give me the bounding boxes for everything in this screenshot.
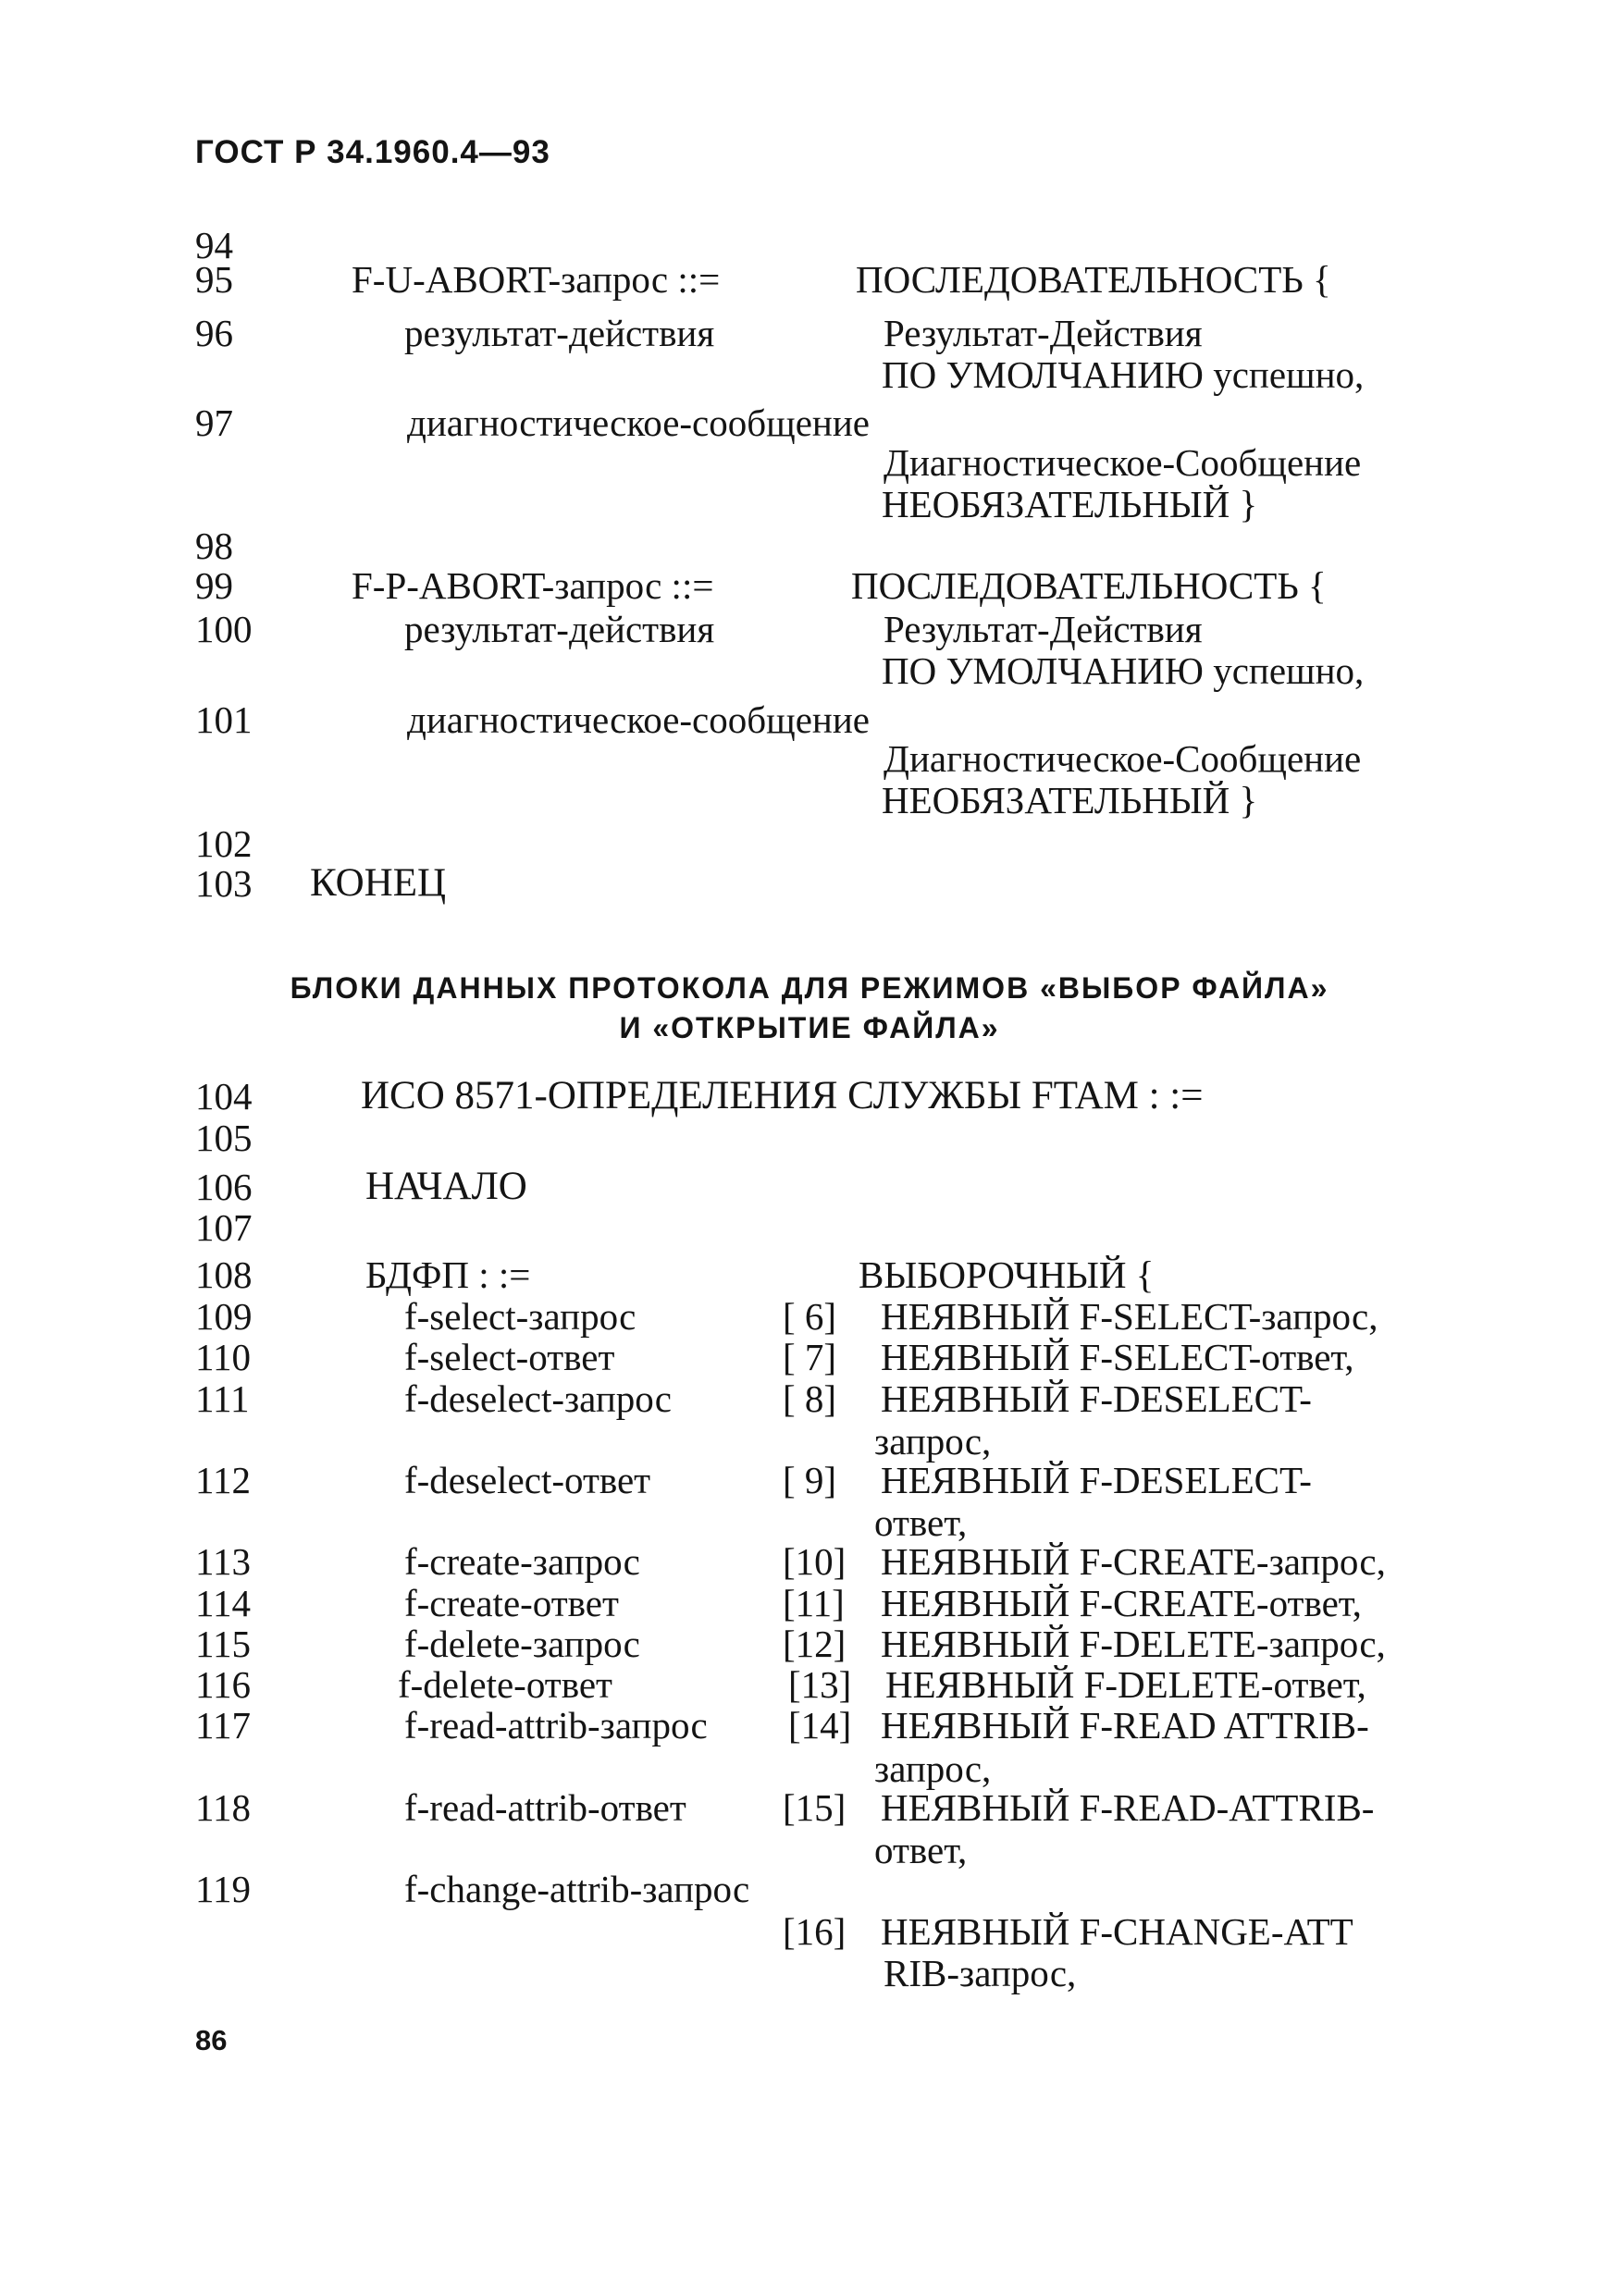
code-text: Диагностическое-Сообщение	[884, 737, 1362, 780]
code-text: НЕОБЯЗАТЕЛЬНЫЙ }	[882, 779, 1258, 821]
section-title: И «ОТКРЫТИЕ ФАЙЛА»	[619, 1011, 1000, 1044]
line-number: 108	[195, 1253, 253, 1296]
code-text: f-delete-запрос	[404, 1623, 640, 1665]
code-text: ИСО 8571-ОПРЕДЕЛЕНИЯ СЛУЖБЫ FTAM : :=	[361, 1074, 1204, 1117]
code-text: результат-действия	[404, 312, 715, 354]
line-number: 95	[195, 258, 233, 301]
code-text: НЕЯВНЫЙ F-READ ATTRIB-	[881, 1704, 1369, 1747]
code-text: ПОСЛЕДОВАТЕЛЬНОСТЬ {	[856, 258, 1331, 301]
line-number: 97	[195, 401, 233, 444]
tag: [13]	[788, 1663, 852, 1706]
code-text: БДФП : :=	[365, 1253, 531, 1296]
code-text: ВЫБОРОЧНЫЙ {	[859, 1253, 1155, 1296]
code-text: ПОСЛЕДОВАТЕЛЬНОСТЬ {	[851, 564, 1327, 607]
code-text: результат-действия	[404, 608, 715, 650]
code-text: f-read-attrib-ответ	[404, 1786, 686, 1829]
line-number: 99	[195, 564, 233, 607]
line-number: 107	[195, 1206, 253, 1249]
page-header: ГОСТ Р 34.1960.4—93	[195, 134, 550, 170]
code-text: f-select-ответ	[404, 1336, 615, 1378]
line-number: 118	[195, 1786, 251, 1829]
code-text: f-change-attrib-запрос	[404, 1868, 750, 1910]
code-text: ПО УМОЛЧАНИЮ успешно,	[882, 353, 1365, 396]
line-number: 115	[195, 1623, 251, 1665]
line-number: 113	[195, 1540, 251, 1583]
line-number: 100	[195, 608, 253, 650]
tag: [16]	[783, 1910, 847, 1953]
code-text: НЕОБЯЗАТЕЛЬНЫЙ }	[882, 483, 1258, 525]
tag: [11]	[783, 1582, 845, 1624]
line-number: 96	[195, 312, 233, 354]
tag: [ 6]	[783, 1295, 837, 1338]
code-text: НЕЯВНЫЙ F-DELETE-запрос,	[881, 1623, 1386, 1665]
line-number: 109	[195, 1295, 253, 1338]
code-text: f-create-ответ	[404, 1582, 619, 1624]
code-text: НЕЯВНЫЙ F-DESELECT-	[881, 1377, 1312, 1420]
line-number: 103	[195, 862, 253, 905]
code-text: диагностическое-сообщение	[407, 401, 870, 444]
line-number: 112	[195, 1459, 251, 1501]
code-text: НЕЯВНЫЙ F-SELECT-запрос,	[881, 1295, 1378, 1338]
code-text: НЕЯВНЫЙ F-CREATE-запрос,	[881, 1540, 1386, 1583]
code-text: f-select-запрос	[404, 1295, 636, 1338]
line-number: 104	[195, 1075, 253, 1117]
code-text: f-delete-ответ	[398, 1663, 612, 1706]
code-text: ответ,	[874, 1829, 968, 1871]
line-number: 106	[195, 1166, 253, 1208]
code-text: запрос,	[874, 1747, 992, 1790]
section-title: БЛОКИ ДАННЫХ ПРОТОКОЛА ДЛЯ РЕЖИМОВ «ВЫБОР ФАЙЛА»	[290, 971, 1329, 1005]
code-text: НЕЯВНЫЙ F-SELECT-ответ,	[881, 1336, 1354, 1378]
code-text: f-create-запрос	[404, 1540, 640, 1583]
tag: [ 8]	[783, 1377, 837, 1420]
code-text: Результат-Действия	[884, 608, 1203, 650]
code-text: Диагностическое-Сообщение	[884, 441, 1362, 484]
tag: [10]	[783, 1540, 847, 1583]
tag: [14]	[788, 1704, 852, 1747]
line-number: 94	[195, 224, 233, 266]
line-number: 114	[195, 1582, 251, 1624]
code-text: НЕЯВНЫЙ F-READ-ATTRIB-	[881, 1786, 1375, 1829]
line-number: 102	[195, 822, 253, 865]
tag: [ 7]	[783, 1336, 837, 1378]
page-number: 86	[195, 2024, 228, 2056]
tag: [ 9]	[783, 1459, 837, 1501]
code-text: НЕЯВНЫЙ F-CHANGE-ATT	[881, 1910, 1353, 1953]
line-number: 105	[195, 1117, 253, 1159]
code-text: ПО УМОЛЧАНИЮ успешно,	[882, 649, 1365, 692]
tag: [12]	[783, 1623, 847, 1665]
line-number: 101	[195, 698, 253, 741]
code-text: НЕЯВНЫЙ F-DESELECT-	[881, 1459, 1312, 1501]
line-number: 111	[195, 1377, 250, 1420]
line-number: 116	[195, 1663, 251, 1706]
code-text: диагностическое-сообщение	[407, 698, 870, 741]
code-text: НЕЯВНЫЙ F-DELETE-ответ,	[885, 1663, 1366, 1706]
code-text: f-deselect-запрос	[404, 1377, 673, 1420]
line-number: 119	[195, 1868, 251, 1910]
code-text: F-U-ABORT-запрос ::=	[352, 258, 721, 301]
code-text: Результат-Действия	[884, 312, 1203, 354]
code-text: ответ,	[874, 1501, 968, 1544]
code-text: f-read-attrib-запрос	[404, 1704, 708, 1747]
code-text: f-deselect-ответ	[404, 1459, 651, 1501]
code-text: НАЧАЛО	[365, 1165, 527, 1208]
code-text: запрос,	[874, 1420, 992, 1463]
code-text: НЕЯВНЫЙ F-CREATE-ответ,	[881, 1582, 1362, 1624]
line-number: 117	[195, 1704, 251, 1747]
line-number: 98	[195, 525, 233, 567]
tag: [15]	[783, 1786, 847, 1829]
code-text: F-P-ABORT-запрос ::=	[352, 564, 714, 607]
code-text: RIB-запрос,	[884, 1952, 1077, 1994]
code-text: КОНЕЦ	[310, 861, 447, 905]
line-number: 110	[195, 1336, 251, 1378]
